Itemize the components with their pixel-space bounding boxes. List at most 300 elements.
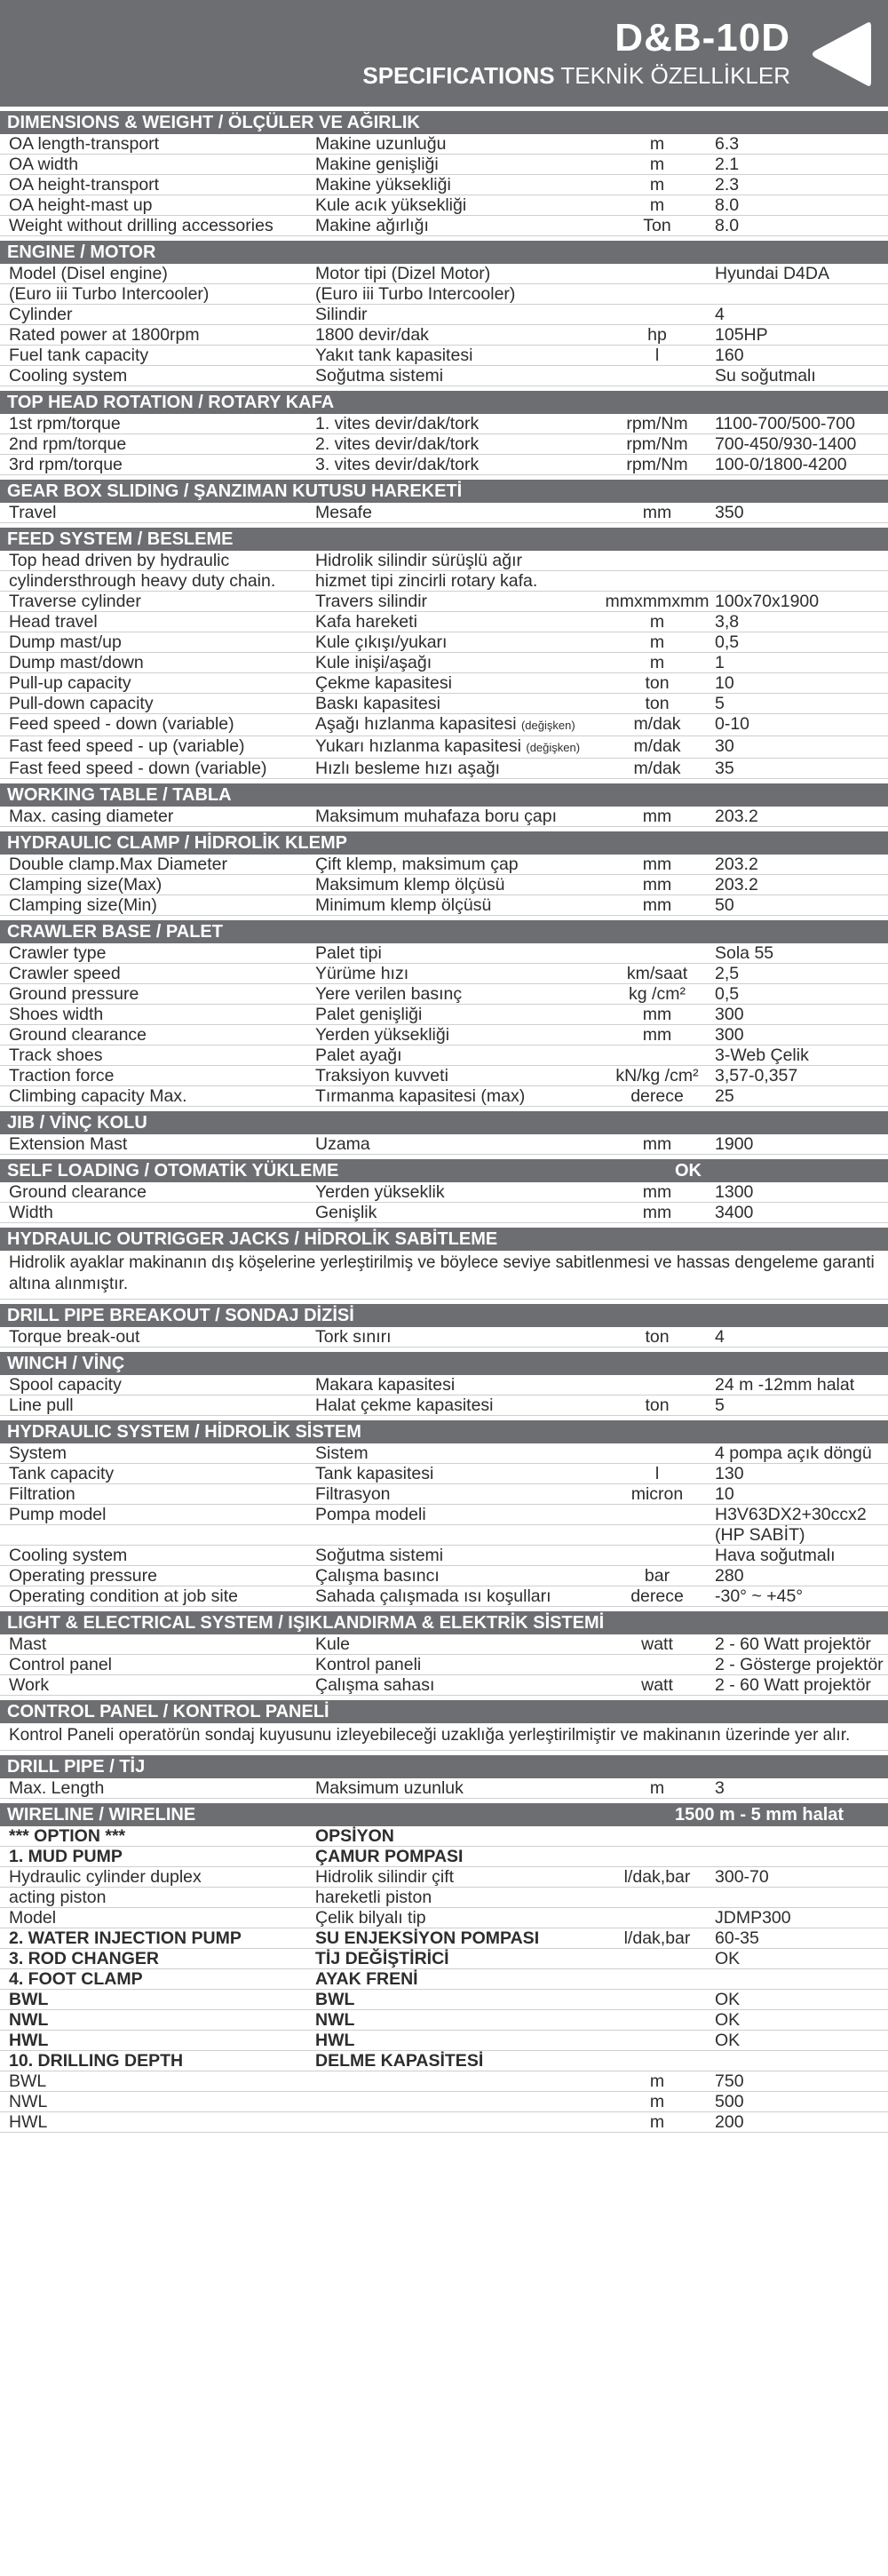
table-row	[0, 2071, 888, 2092]
table-row	[0, 1375, 888, 1395]
spec-label-en: Pump model	[9, 1505, 107, 1524]
spec-label-en: Max. casing diameter	[9, 807, 174, 826]
spec-label-tr: Yakıt tank kapasitesi	[315, 346, 473, 365]
table-row	[0, 1888, 888, 1908]
spec-unit: watt	[641, 1634, 673, 1654]
table-row	[0, 1182, 888, 1203]
spec-label-en: Tank capacity	[9, 1464, 115, 1483]
spec-label-en: Fast feed speed - up (variable)	[9, 736, 245, 756]
spec-value: Su soğutmalı	[715, 366, 816, 386]
spec-unit	[599, 1375, 715, 1395]
spec-label-tr: Çalışma sahası	[315, 1675, 435, 1695]
spec-label-en: Clamping size(Min)	[9, 895, 157, 915]
spec-label-en: OA width	[9, 155, 79, 174]
spec-label-en: Model	[9, 1908, 57, 1928]
spec-value: 105HP	[715, 325, 768, 345]
spec-label-en: Crawler speed	[9, 964, 121, 983]
spec-label-en: acting piston	[9, 1888, 107, 1907]
spec-unit	[599, 284, 715, 304]
section-note: Kontrol Paneli operatörün sondaj kuyusunu izleyebileceği uzaklığa yerleştirilmiştir ve makinanın üzerinde yer alır.	[0, 1723, 888, 1751]
table-row	[0, 632, 888, 653]
spec-label-tr: Kule	[315, 1634, 351, 1654]
spec-unit: ton	[645, 673, 670, 693]
spec-value: 10	[715, 1484, 734, 1504]
section-header: DIMENSIONS & WEIGHT / ÖLÇÜLER VE AĞIRLIK	[0, 111, 888, 134]
spec-label-tr: Palet tipi	[315, 943, 382, 963]
spec-value: 35	[715, 759, 734, 778]
spec-value: 203.2	[715, 807, 758, 826]
spec-label-en: NWL	[9, 2092, 48, 2111]
table-row	[0, 346, 888, 366]
spec-unit	[599, 1505, 715, 1524]
section-header: DRILL PIPE BREAKOUT / SONDAJ DİZİSİ	[0, 1304, 888, 1327]
spec-label-tr: Mesafe	[315, 503, 372, 522]
spec-value: 2 - 60 Watt projektör	[715, 1675, 871, 1695]
spec-label-tr: 2. vites devir/dak/tork	[315, 434, 480, 454]
table-row	[0, 2051, 888, 2071]
table-row	[0, 2010, 888, 2031]
spec-value: 4 pompa açık döngü	[715, 1443, 872, 1463]
spec-label-tr: Çelik bilyalı tip	[315, 1908, 426, 1928]
spec-label-en: Travel	[9, 503, 57, 522]
table-row	[0, 1505, 888, 1525]
spec-label-tr: 1800 devir/dak	[315, 325, 429, 345]
spec-unit: m	[649, 2112, 665, 2132]
spec-unit: mm	[642, 807, 672, 826]
spec-value: 0,5	[715, 984, 740, 1004]
table-row	[0, 1484, 888, 1505]
spec-unit	[599, 1969, 715, 1989]
spec-label-en: Torque break-out	[9, 1327, 140, 1347]
table-row	[0, 807, 888, 827]
table-row	[0, 1867, 888, 1888]
spec-value	[715, 2051, 888, 2071]
table-row	[0, 305, 888, 325]
spec-label-tr: Motor tipi (Dizel Motor)	[315, 264, 491, 283]
spec-label-tr: TİJ DEĞİŞTİRİCİ	[315, 1949, 449, 1968]
spec-unit: m	[649, 653, 665, 672]
spec-unit: m/dak	[633, 714, 681, 734]
spec-value: -30° ~ +45°	[715, 1586, 804, 1606]
spec-value: 10	[715, 673, 734, 693]
spec-value: 4	[715, 305, 725, 324]
spec-value: Hyundai D4DA	[715, 264, 829, 283]
spec-value: (HP SABİT)	[715, 1525, 805, 1545]
spec-label-en: (Euro iii Turbo Intercooler)	[9, 284, 210, 304]
spec-label-tr: Tork sınırı	[315, 1327, 392, 1347]
spec-value: 3400	[715, 1203, 754, 1222]
spec-label-tr: Sistem	[315, 1443, 369, 1463]
section-header: GEAR BOX SLIDING / ŞANZIMAN KUTUSU HAREKETİ	[0, 480, 888, 503]
spec-label-en: System	[9, 1443, 67, 1463]
table-row	[0, 694, 888, 714]
spec-label-tr: Hidrolik silindir çift	[315, 1867, 455, 1887]
spec-label-tr: Hidrolik silindir sürüşlü ağır	[315, 551, 522, 570]
spec-label-tr	[315, 2112, 599, 2132]
table-row	[0, 653, 888, 673]
triangle-logo-icon	[805, 16, 876, 92]
spec-value: 1100-700/500-700	[715, 414, 855, 433]
spec-value: 2,5	[715, 964, 740, 983]
spec-value: 350	[715, 503, 744, 522]
spec-value: 100-0/1800-4200	[715, 455, 847, 474]
spec-label-tr: Çalışma basıncı	[315, 1566, 440, 1586]
spec-label-en: OA length-transport	[9, 134, 160, 154]
spec-label-tr: Makine genişliği	[315, 155, 439, 174]
spec-unit: l/dak,bar	[623, 1928, 691, 1948]
spec-label-en: Traverse cylinder	[9, 592, 141, 611]
spec-label-en: Work	[9, 1675, 50, 1695]
spec-label-tr: Uzama	[315, 1134, 370, 1154]
spec-label-tr: Travers silindir	[315, 592, 428, 611]
spec-label-en: BWL	[9, 2071, 47, 2091]
section-header: DRILL PIPE / TİJ	[0, 1755, 888, 1778]
spec-value	[715, 551, 888, 570]
section-header: LIGHT & ELECTRICAL SYSTEM / IŞIKLANDIRMA & ELEKTRİK SİSTEMİ	[0, 1611, 888, 1634]
spec-value: JDMP300	[715, 1908, 791, 1928]
section-header: WINCH / VİNÇ	[0, 1352, 888, 1375]
spec-label-tr: Palet ayağı	[315, 1046, 402, 1065]
spec-unit: rpm/Nm	[626, 455, 688, 474]
spec-unit: mmxmmxmm	[605, 592, 710, 611]
spec-title-en: SPECIFICATIONS	[362, 62, 555, 89]
spec-label-tr: Genişlik	[315, 1203, 377, 1222]
spec-unit: derece	[630, 1086, 684, 1106]
table-row	[0, 1778, 888, 1799]
spec-label-en: Fuel tank capacity	[9, 346, 149, 365]
spec-label-tr: DELME KAPASİTESİ	[315, 2051, 484, 2071]
table-row	[0, 1969, 888, 1990]
section-header: WIRELINE / WIRELINE 1500 m - 5 mm halat	[0, 1803, 888, 1826]
table-row	[0, 366, 888, 386]
spec-label-tr	[315, 2092, 599, 2111]
spec-label-tr: Sahada çalışmada ısı koşulları	[315, 1586, 551, 1606]
table-row	[0, 943, 888, 964]
spec-unit	[599, 1443, 715, 1463]
spec-label-en: Cylinder	[9, 305, 73, 324]
spec-label-tr: ÇAMUR POMPASI	[315, 1847, 464, 1866]
section-header: FEED SYSTEM / BESLEME	[0, 528, 888, 551]
table-row	[0, 1586, 888, 1607]
spec-label-tr: Silindir	[315, 305, 368, 324]
spec-label-tr	[315, 1525, 599, 1545]
spec-label-tr: Filtrasyon	[315, 1484, 391, 1504]
table-row	[0, 264, 888, 284]
spec-label-en: Ground pressure	[9, 984, 139, 1004]
section-header: CONTROL PANEL / KONTROL PANELİ	[0, 1700, 888, 1723]
spec-label-en	[0, 1525, 315, 1545]
table-row	[0, 759, 888, 779]
spec-value: 203.2	[715, 855, 758, 874]
spec-unit: m	[649, 612, 665, 632]
spec-label-en: 3. ROD CHANGER	[9, 1949, 160, 1968]
table-row	[0, 1134, 888, 1155]
spec-unit	[599, 943, 715, 963]
spec-unit: mm	[642, 1203, 672, 1222]
spec-unit: mm	[642, 1182, 672, 1202]
table-row	[0, 216, 888, 236]
spec-title-tr: TEKNİK ÖZELLİKLER	[560, 62, 790, 89]
spec-unit	[599, 1046, 715, 1065]
spec-unit: ton	[645, 1395, 670, 1415]
spec-label-en: Dump mast/up	[9, 632, 122, 652]
table-row	[0, 875, 888, 895]
spec-label-en: Model (Disel engine)	[9, 264, 168, 283]
spec-value: 25	[715, 1086, 734, 1106]
spec-value: 30	[715, 736, 734, 756]
spec-value: 2 - 60 Watt projektör	[715, 1634, 871, 1654]
spec-value	[715, 571, 888, 591]
table-row	[0, 1634, 888, 1655]
spec-unit	[599, 1655, 715, 1674]
spec-label-en: HWL	[9, 2112, 48, 2132]
table-row	[0, 1949, 888, 1969]
spec-unit	[599, 2010, 715, 2030]
spec-label-en: OA height-transport	[9, 175, 160, 195]
table-row	[0, 984, 888, 1005]
table-row	[0, 1066, 888, 1086]
spec-unit: m	[649, 632, 665, 652]
spec-label-en: Spool capacity	[9, 1375, 122, 1395]
spec-label-tr: Palet genişliği	[315, 1005, 423, 1024]
spec-label-en: Feed speed - down (variable)	[9, 714, 234, 734]
spec-value: 5	[715, 1395, 725, 1415]
table-row	[0, 1025, 888, 1046]
spec-unit: kN/kg /cm²	[615, 1066, 699, 1085]
spec-unit: m/dak	[633, 759, 681, 778]
spec-label-en: Clamping size(Max)	[9, 875, 163, 894]
spec-unit	[599, 305, 715, 324]
table-row	[0, 455, 888, 475]
spec-unit: mm	[642, 1134, 672, 1154]
spec-label-en: Fast feed speed - down (variable)	[9, 759, 267, 778]
spec-value: 2 - Gösterge projektör	[715, 1655, 884, 1674]
spec-unit: l/dak,bar	[623, 1867, 691, 1887]
section-header: HYDRAULIC SYSTEM / HİDROLİK SİSTEM	[0, 1420, 888, 1443]
spec-value: 3	[715, 1778, 725, 1798]
spec-unit: l	[654, 1464, 660, 1483]
spec-unit: micron	[630, 1484, 684, 1504]
spec-label-tr: Soğutma sistemi	[315, 1546, 444, 1565]
spec-label-en: Traction force	[9, 1066, 115, 1085]
spec-label-en: Control panel	[9, 1655, 112, 1674]
spec-label-en: Operating condition at job site	[9, 1586, 238, 1606]
spec-label-tr	[315, 2071, 599, 2091]
spec-unit: kg /cm²	[629, 984, 686, 1004]
spec-unit	[599, 264, 715, 283]
spec-value	[715, 1969, 888, 1989]
spec-value: 700-450/930-1400	[715, 434, 857, 454]
header-banner	[0, 0, 888, 107]
spec-unit: m	[649, 175, 665, 195]
spec-label-en: Shoes width	[9, 1005, 104, 1024]
spec-value: 300	[715, 1005, 744, 1024]
spec-unit: ton	[645, 694, 670, 713]
spec-unit	[599, 551, 715, 570]
spec-label-tr: Maksimum muhafaza boru çapı	[315, 807, 558, 826]
spec-label-en: Cooling system	[9, 1546, 128, 1565]
spec-label-en: *** OPTION ***	[9, 1826, 126, 1846]
spec-value: 50	[715, 895, 734, 915]
section-header-value: OK	[675, 1161, 702, 1181]
spec-label-tr: Makine uzunluğu	[315, 134, 447, 154]
spec-label-tr: Pompa modeli	[315, 1505, 426, 1524]
spec-unit: m	[649, 195, 665, 215]
table-row	[0, 434, 888, 455]
spec-label-en: 1. MUD PUMP	[9, 1847, 123, 1866]
spec-unit: bar	[644, 1566, 670, 1586]
spec-unit	[599, 2051, 715, 2071]
table-row	[0, 855, 888, 875]
table-row	[0, 1046, 888, 1066]
spec-unit	[599, 1888, 715, 1907]
spec-value: 750	[715, 2071, 744, 2091]
variable-note: (değişken)	[520, 719, 575, 732]
table-row	[0, 1005, 888, 1025]
spec-value: 1900	[715, 1134, 754, 1154]
spec-unit	[599, 366, 715, 386]
section-header: HYDRAULIC OUTRIGGER JACKS / HİDROLİK SABİTLEME	[0, 1228, 888, 1251]
spec-value: 1	[715, 653, 725, 672]
spec-label-en: Cooling system	[9, 366, 128, 386]
spec-label-en: OA height-mast up	[9, 195, 153, 215]
spec-label-tr: Yerden yükseklik	[315, 1182, 445, 1202]
spec-value	[715, 1826, 888, 1846]
spec-label-en: Width	[9, 1203, 53, 1222]
spec-value: 3,8	[715, 612, 740, 632]
spec-value: 4	[715, 1327, 725, 1347]
spec-label-en: Max. Length	[9, 1778, 105, 1798]
spec-value: 0-10	[715, 714, 750, 734]
spec-label-en: Pull-down capacity	[9, 694, 154, 713]
spec-label-en: Operating pressure	[9, 1566, 157, 1586]
spec-label-en: Rated power at 1800rpm	[9, 325, 200, 345]
spec-unit: m/dak	[633, 736, 681, 756]
spec-value: OK	[715, 2010, 741, 2030]
spec-unit: watt	[641, 1675, 673, 1695]
spec-value	[715, 1888, 888, 1907]
table-row	[0, 1546, 888, 1566]
spec-label-tr: Makine yüksekliği	[315, 175, 451, 195]
spec-label-tr: Tank kapasitesi	[315, 1464, 434, 1483]
spec-label-tr: hizmet tipi zincirli rotary kafa.	[315, 571, 538, 591]
spec-label-en: Weight without drilling accessories	[9, 216, 274, 235]
spec-value: 8.0	[715, 216, 740, 235]
spec-label-tr: Yerden yüksekliği	[315, 1025, 450, 1045]
table-row	[0, 1928, 888, 1949]
spec-label-tr: Yürüme hızı	[315, 964, 409, 983]
spec-label-en: 2nd rpm/torque	[9, 434, 127, 454]
spec-label-tr: Soğutma sistemi	[315, 366, 444, 386]
spec-unit: rpm/Nm	[626, 434, 688, 454]
spec-label-tr: Kule çıkışı/yukarı	[315, 632, 448, 652]
spec-label-en: 3rd rpm/torque	[9, 455, 123, 474]
table-row	[0, 1203, 888, 1223]
spec-label-tr: Maksimum uzunluk	[315, 1778, 464, 1798]
table-row	[0, 551, 888, 571]
spec-unit	[599, 2031, 715, 2050]
spec-label-tr: Maksimum klemp ölçüsü	[315, 875, 505, 894]
spec-label-en: 4. FOOT CLAMP	[9, 1969, 143, 1989]
spec-value: OK	[715, 2031, 741, 2050]
section-header-value: 1500 m - 5 mm halat	[675, 1805, 844, 1825]
spec-label-en: HWL	[9, 2031, 49, 2050]
spec-value: 100x70x1900	[715, 592, 820, 611]
table-row	[0, 284, 888, 305]
spec-unit: ton	[645, 1327, 670, 1347]
spec-label-en: 10. DRILLING DEPTH	[9, 2051, 184, 2071]
spec-label-tr: Yukarı hızlanma kapasitesi (değişken)	[315, 736, 581, 756]
spec-unit: m	[649, 2092, 665, 2111]
spec-value: 200	[715, 2112, 744, 2132]
spec-label-tr: Makine ağırlığı	[315, 216, 429, 235]
spec-value: 300-70	[715, 1867, 769, 1887]
spec-unit: mm	[642, 1025, 672, 1045]
spec-label-tr: OPSİYON	[315, 1826, 394, 1846]
section-header: HYDRAULIC CLAMP / HİDROLİK KLEMP	[0, 831, 888, 855]
table-row	[0, 414, 888, 434]
spec-unit	[599, 1525, 715, 1545]
spec-value: 280	[715, 1566, 744, 1586]
table-row	[0, 195, 888, 216]
spec-label-tr: HWL	[315, 2031, 355, 2050]
spec-label-tr: Çekme kapasitesi	[315, 673, 452, 693]
table-row	[0, 1464, 888, 1484]
spec-value: 500	[715, 2092, 744, 2111]
spec-unit: hp	[647, 325, 667, 345]
table-row	[0, 1443, 888, 1464]
spec-title	[362, 62, 790, 90]
spec-unit	[599, 1847, 715, 1866]
spec-value: 24 m -12mm halat	[715, 1375, 855, 1395]
spec-label-tr: 1. vites devir/dak/tork	[315, 414, 480, 433]
spec-value: 5	[715, 694, 725, 713]
section-header: SELF LOADING / OTOMATİK YÜKLEME OK	[0, 1159, 888, 1182]
table-row	[0, 2092, 888, 2112]
spec-value: 2.1	[715, 155, 740, 174]
spec-unit: mm	[642, 895, 672, 915]
spec-label-en: Hydraulic cylinder duplex	[9, 1867, 202, 1887]
table-row	[0, 1655, 888, 1675]
table-row	[0, 1908, 888, 1928]
table-row	[0, 2031, 888, 2051]
spec-value: 3,57-0,357	[715, 1066, 798, 1085]
spec-unit: mm	[642, 503, 672, 522]
table-row	[0, 736, 888, 759]
table-row	[0, 503, 888, 523]
spec-unit	[599, 1949, 715, 1968]
spec-value: 0,5	[715, 632, 740, 652]
model-title: D&B-10D	[614, 16, 790, 60]
spec-unit: derece	[630, 1586, 684, 1606]
table-row	[0, 1525, 888, 1546]
spec-value: 1300	[715, 1182, 754, 1202]
spec-unit: rpm/Nm	[626, 414, 688, 433]
table-row	[0, 325, 888, 346]
spec-value: 300	[715, 1025, 744, 1045]
spec-label-en: Dump mast/down	[9, 653, 144, 672]
spec-unit: m	[649, 134, 665, 154]
spec-value: H3V63DX2+30ccx2	[715, 1505, 867, 1524]
spec-label-en: Extension Mast	[9, 1134, 128, 1154]
section-note: Hidrolik ayaklar makinanın dış köşelerine yerleştirilmiş ve böylece seviye sabitlenmesi ve hassas dengeleme garanti altına alınmıştır.	[0, 1251, 888, 1300]
table-row	[0, 1327, 888, 1348]
spec-value	[715, 1847, 888, 1866]
spec-value: 3-Web Çelik	[715, 1046, 809, 1065]
table-row	[0, 612, 888, 632]
spec-label-tr: Çift klemp, maksimum çap	[315, 855, 519, 874]
spec-unit	[599, 1546, 715, 1565]
